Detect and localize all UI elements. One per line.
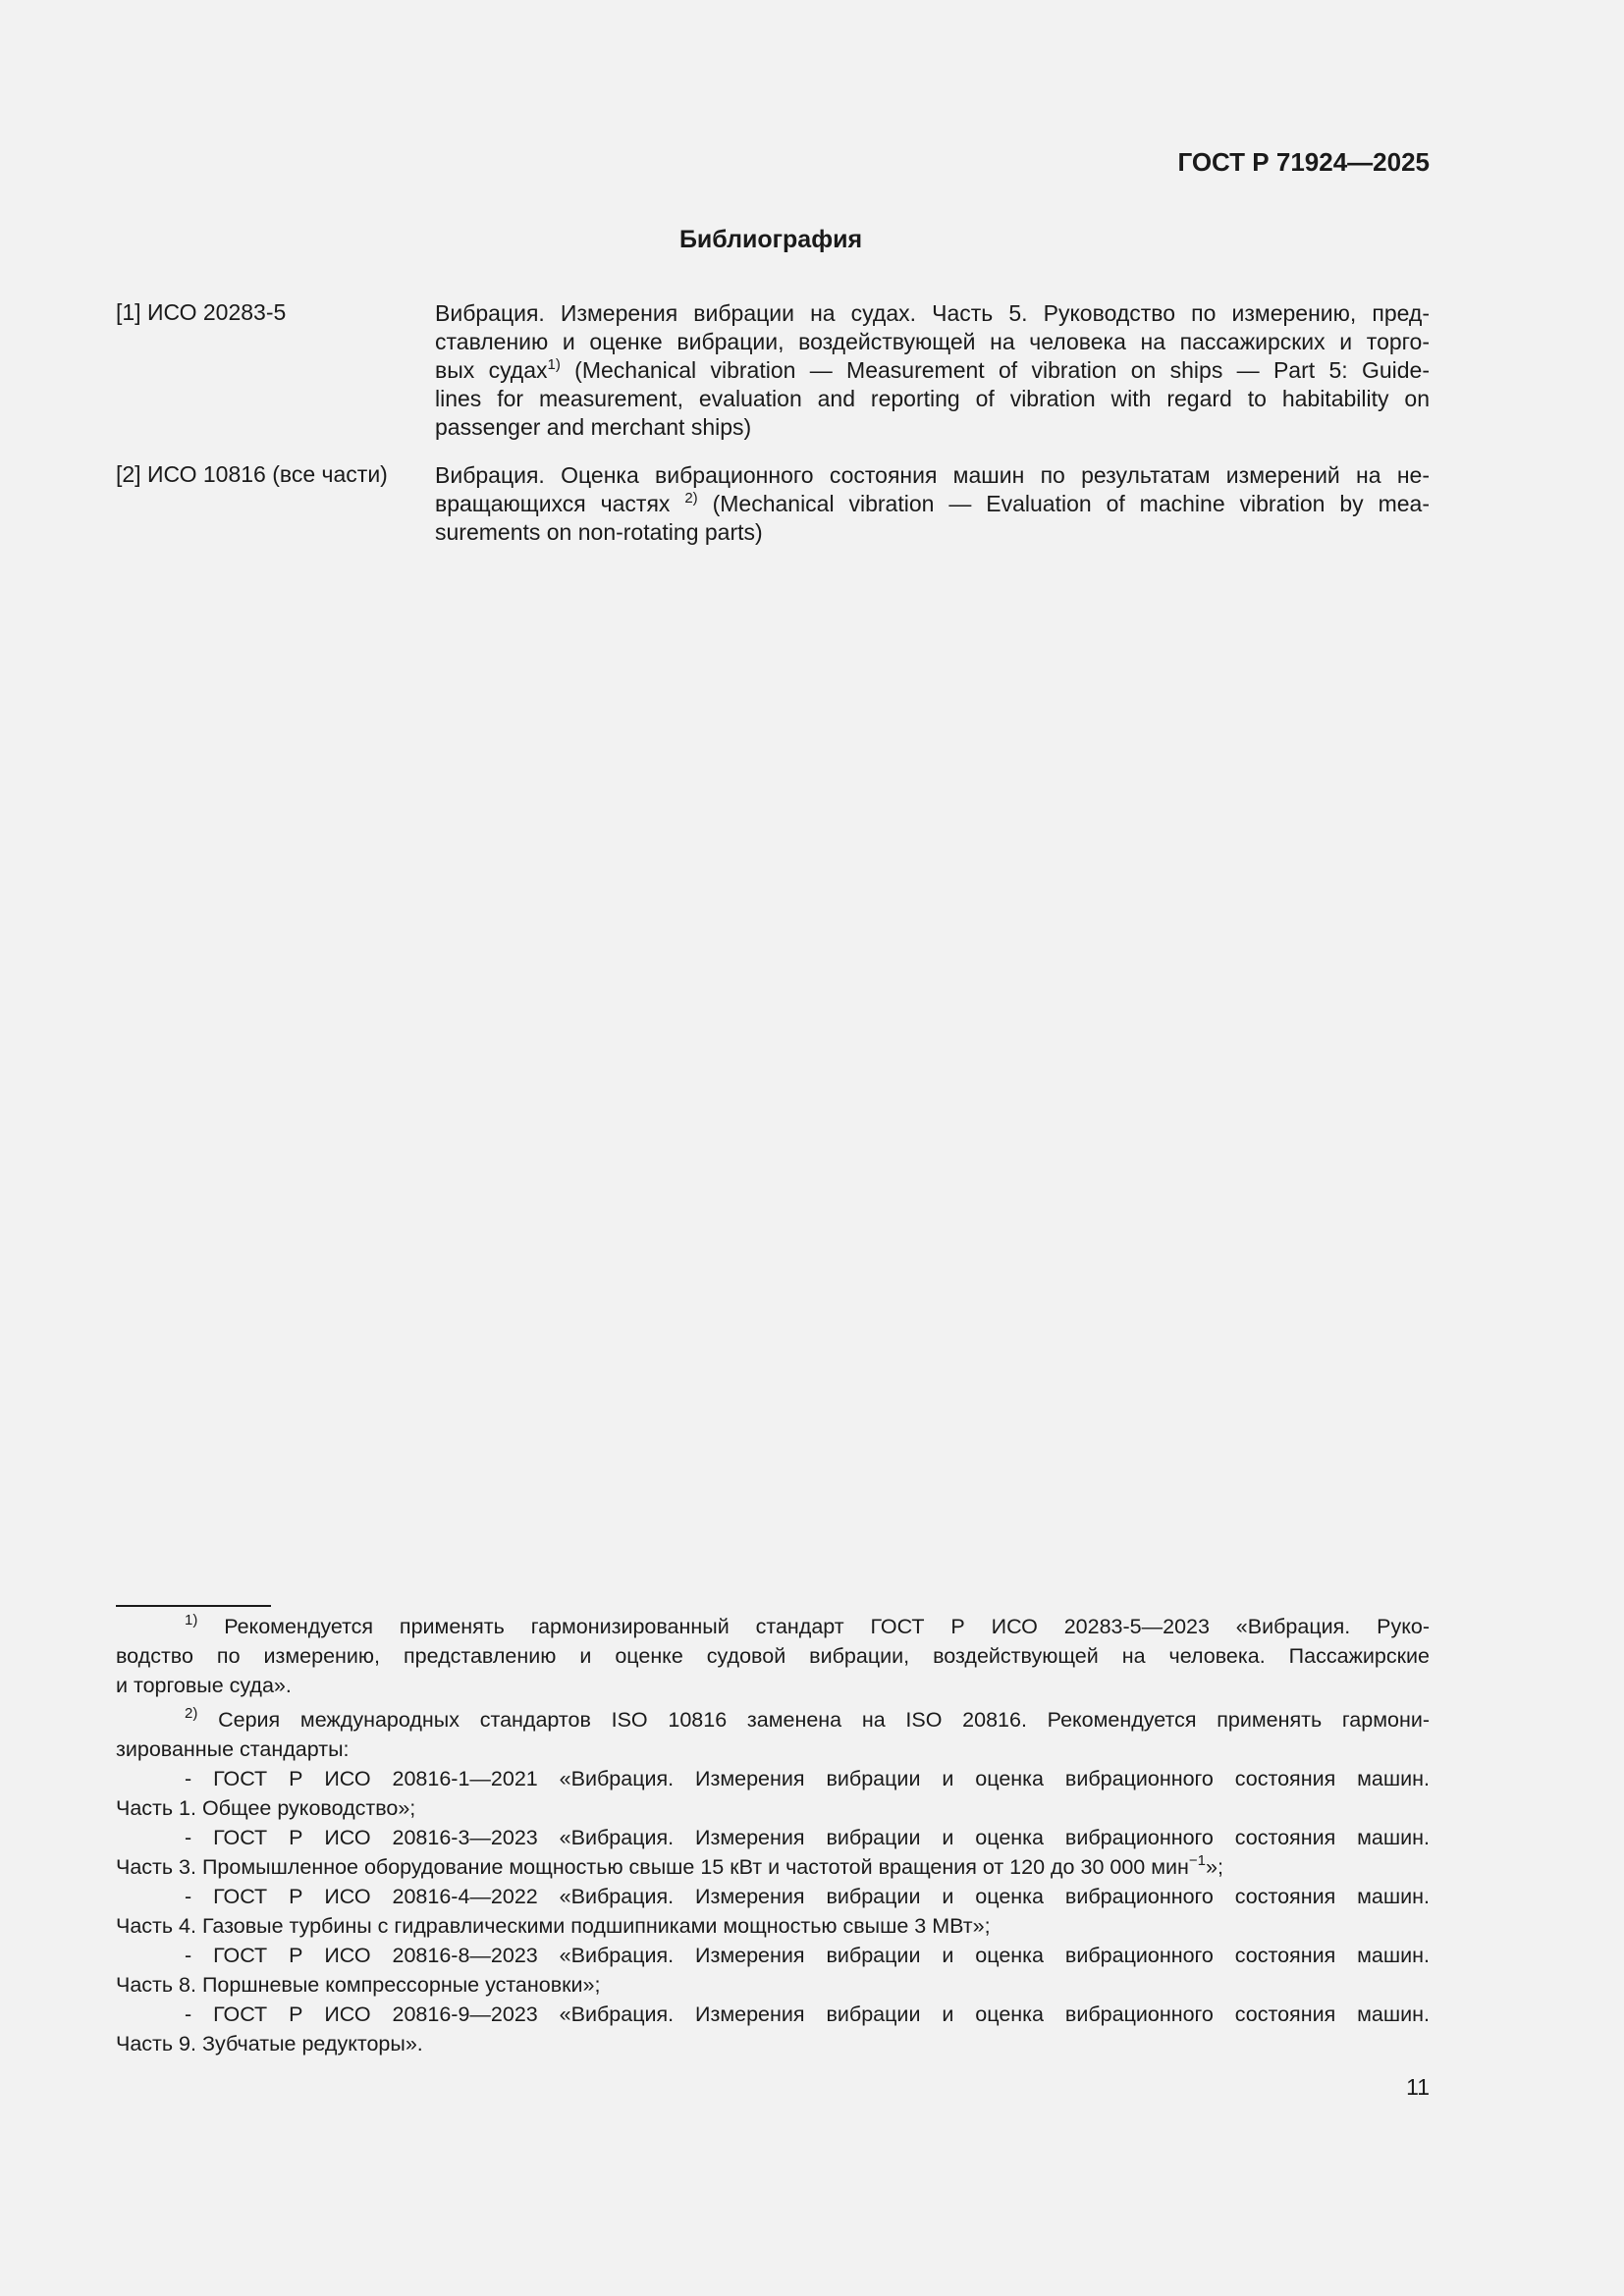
text-line — [116, 1705, 1430, 1735]
line-text: Часть 8. Поршневые компрессорные установки»; — [116, 1973, 601, 1997]
text-line — [116, 1911, 1430, 1941]
text-line — [116, 1612, 1430, 1641]
text-line — [116, 1882, 1430, 1911]
line-text: Часть 1. Общее руководство»; — [116, 1796, 416, 1820]
text-line — [435, 413, 1430, 442]
text-line — [435, 461, 1430, 490]
bib-entry-description — [435, 461, 1430, 547]
text-line — [435, 356, 1430, 385]
line-text: lines for measurement, evaluation and reporting of vibration with regard to habitability on — [435, 386, 1430, 411]
footnote-marker: 1) — [185, 1612, 198, 1629]
text-line — [116, 1941, 1430, 1970]
footnote-marker: 2) — [684, 490, 698, 507]
line-text: ставлению и оценке вибрации, воздействующей на человека на пассажирских и торго- — [435, 329, 1430, 354]
line-text: - ГОСТ Р ИСО 20816-1—2021 «Вибрация. Измерения вибрации и оценка вибрационного состояния машин. — [185, 1767, 1430, 1790]
text-line — [435, 299, 1430, 328]
line-text: водство по измерению, представлению и оценке судовой вибрации, воздействующей на человека. Пассажирские — [116, 1644, 1430, 1668]
line-text: вращающихся частях — [435, 491, 685, 516]
text-line — [116, 1735, 1430, 1764]
text-line — [116, 2000, 1430, 2029]
line-text: Часть 9. Зубчатые редукторы». — [116, 2032, 423, 2056]
line-text: passenger and merchant ships) — [435, 414, 752, 440]
page-number: 11 — [1406, 2074, 1430, 2100]
line-text: surements on non-rotating parts) — [435, 519, 763, 545]
line-text: Часть 3. Промышленное оборудование мощностью свыше 15 кВт и частотой вращения от 120 до 30 000 мин — [116, 1855, 1189, 1879]
bib-entry-ref: [1] ИСО 20283-5 — [116, 299, 287, 325]
text-line — [116, 2029, 1430, 2058]
line-text: зированные стандарты: — [116, 1737, 350, 1761]
text-line — [435, 518, 1430, 547]
text-line — [116, 1671, 1430, 1700]
line-text: - ГОСТ Р ИСО 20816-9—2023 «Вибрация. Измерения вибрации и оценка вибрационного состояния машин. — [185, 2002, 1430, 2026]
line-text: Вибрация. Измерения вибрации на судах. Часть 5. Руководство по измерению, пред- — [435, 300, 1430, 326]
text-line — [435, 490, 1430, 518]
line-text: и торговые суда». — [116, 1674, 292, 1697]
text-line — [116, 1970, 1430, 2000]
text-line — [435, 328, 1430, 356]
bib-entry-ref: [2] ИСО 10816 (все части) — [116, 461, 388, 487]
line-text: - ГОСТ Р ИСО 20816-4—2022 «Вибрация. Измерения вибрации и оценка вибрационного состояния машин. — [185, 1885, 1430, 1908]
line-text: Вибрация. Оценка вибрационного состояния машин по результатам измерений на не- — [435, 462, 1430, 488]
line-text: »; — [1206, 1855, 1223, 1879]
text-line — [116, 1764, 1430, 1793]
line-text: (Mechanical vibration — Measurement of vibration on ships — Part 5: Guide- — [560, 357, 1430, 383]
text-line — [116, 1823, 1430, 1852]
text-line — [116, 1641, 1430, 1671]
bib-entry-description — [435, 299, 1430, 442]
footnote-marker: 1) — [547, 356, 561, 373]
line-text: Рекомендуется применять гармонизированный стандарт ГОСТ Р ИСО 20283-5—2023 «Вибрация. Руко- — [197, 1615, 1430, 1638]
line-text: вых судах — [435, 357, 548, 383]
footnotes — [116, 1612, 1430, 2058]
line-text: Серия международных стандартов ISO 10816 заменена на ISO 20816. Рекомендуется применять гармони- — [197, 1708, 1430, 1732]
text-line — [435, 385, 1430, 413]
line-text: - ГОСТ Р ИСО 20816-3—2023 «Вибрация. Измерения вибрации и оценка вибрационного состояния машин. — [185, 1826, 1430, 1849]
bibliography-title: Библиография — [678, 226, 863, 253]
line-text: Часть 4. Газовые турбины с гидравлическими подшипниками мощностью свыше 3 МВт»; — [116, 1914, 991, 1938]
document-code-header: ГОСТ Р 71924—2025 — [1177, 147, 1430, 177]
line-text: (Mechanical vibration — Evaluation of machine vibration by mea- — [697, 491, 1430, 516]
line-text: - ГОСТ Р ИСО 20816-8—2023 «Вибрация. Измерения вибрации и оценка вибрационного состояния машин. — [185, 1944, 1430, 1967]
text-line — [116, 1793, 1430, 1823]
footnote-marker: 2) — [185, 1705, 198, 1722]
text-line — [116, 1852, 1430, 1882]
footnote-separator — [116, 1605, 271, 1607]
footnote-marker: −1 — [1188, 1852, 1206, 1869]
